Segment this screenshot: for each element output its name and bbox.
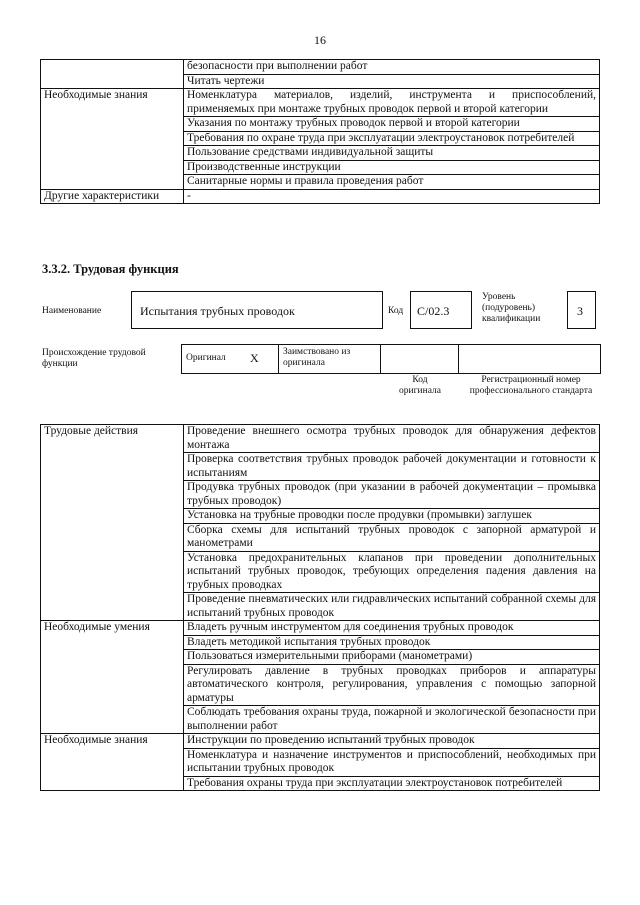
- row-item: Сборка схемы для испытаний трубных проводок с запорной арматурой и манометрами: [184, 523, 600, 551]
- origin-label: Происхождение трудовой функции: [42, 348, 146, 369]
- name-value: Испытания трубных проводок: [140, 304, 295, 318]
- row-category: [41, 60, 184, 89]
- level-value: 3: [577, 304, 583, 318]
- row-item: Пользоваться измерительными приборами (манометрами): [184, 650, 600, 665]
- table-row: [41, 425, 600, 453]
- table-row: [41, 734, 600, 749]
- row-category: Необходимые знания: [41, 89, 184, 190]
- row-item: Требования по охране труда при эксплуатации электроустановок потребителей: [184, 131, 600, 146]
- origin-divider-3: [458, 345, 459, 373]
- row-item: -: [184, 189, 600, 204]
- row-category: Другие характеристики: [41, 189, 184, 204]
- row-item: Продувка трубных проводок (при указании в рабочей документации – промывка трубных проводок): [184, 481, 600, 509]
- borrowed-label: Заимствовано из оригинала: [283, 347, 351, 368]
- origin-divider-1: [278, 345, 279, 373]
- row-item: Установка на трубные проводки после продувки (промывки) заглушек: [184, 509, 600, 524]
- top-requirements-table: [40, 59, 600, 204]
- table-row: [41, 60, 600, 75]
- code-label: Код: [388, 306, 404, 316]
- row-item: Проведение внешнего осмотра трубных проводок для обнаружения дефектов монтажа: [184, 425, 600, 453]
- row-item: безопасности при выполнении работ: [184, 60, 600, 75]
- code-original-label: Код оригинала: [399, 375, 441, 396]
- row-category: Трудовые действия: [41, 425, 184, 621]
- row-item: Требования охраны труда при эксплуатации электроустановок потребителей: [184, 776, 600, 791]
- row-item: Регулировать давление в трубных проводках приборов и аппаратуры автоматического контроля, регулирования, управления с помощью запорной арматуры: [184, 664, 600, 706]
- table-row: [41, 621, 600, 636]
- row-item: Владеть ручным инструментом для соединения трубных проводок: [184, 621, 600, 636]
- reg-number-label: Регистрационный номер профессионального стандарта: [469, 375, 593, 396]
- row-item: Проверка соответствия трубных проводок рабочей документации и готовности к испытаниям: [184, 453, 600, 481]
- level-value-box: [567, 291, 596, 329]
- code-value: С/02.3: [417, 304, 450, 318]
- name-value-box: [131, 291, 383, 329]
- table-row: [41, 189, 600, 204]
- table-row: [41, 89, 600, 117]
- row-item: Владеть методикой испытания трубных проводок: [184, 635, 600, 650]
- section-title: 3.3.2. Трудовая функция: [42, 262, 179, 276]
- row-item: Читать чертежи: [184, 74, 600, 89]
- row-item: Номенклатура и назначение инструментов и приспособлений, необходимых при испытании трубных проводок: [184, 748, 600, 776]
- row-item: Номенклатура материалов, изделий, инструмента и приспособлений, применяемых при монтаже трубных проводок первой и второй категории: [184, 89, 600, 117]
- row-item: Инструкции по проведению испытаний трубных проводок: [184, 734, 600, 749]
- row-category: Необходимые умения: [41, 621, 184, 734]
- row-item: Санитарные нормы и правила проведения работ: [184, 175, 600, 190]
- row-item: Указания по монтажу трубных проводок первой и второй категории: [184, 117, 600, 132]
- row-item: Соблюдать требования охраны труда, пожарной и экологической безопасности при выполнении работ: [184, 706, 600, 734]
- level-label: Уровень (подуровень) квалификации: [482, 292, 541, 324]
- name-label: Наименование: [42, 306, 102, 316]
- row-item: Производственные инструкции: [184, 160, 600, 175]
- row-item: Пользование средствами индивидуальной защиты: [184, 146, 600, 161]
- row-item: Установка предохранительных клапанов при проведении дополнительных испытаний трубных проводок, требующих определения падения давления на трубных проводках: [184, 551, 600, 593]
- original-mark: X: [250, 351, 259, 365]
- labor-function-table: [40, 424, 600, 791]
- origin-grid: [181, 344, 601, 374]
- row-category: Необходимые знания: [41, 734, 184, 791]
- original-label: Оригинал: [186, 353, 226, 363]
- origin-divider-2: [380, 345, 381, 373]
- row-item: Проведение пневматических или гидравлических испытаний собранной схемы для испытаний трубных проводок: [184, 593, 600, 621]
- code-value-box: [410, 291, 472, 329]
- page-number: 16: [314, 33, 326, 47]
